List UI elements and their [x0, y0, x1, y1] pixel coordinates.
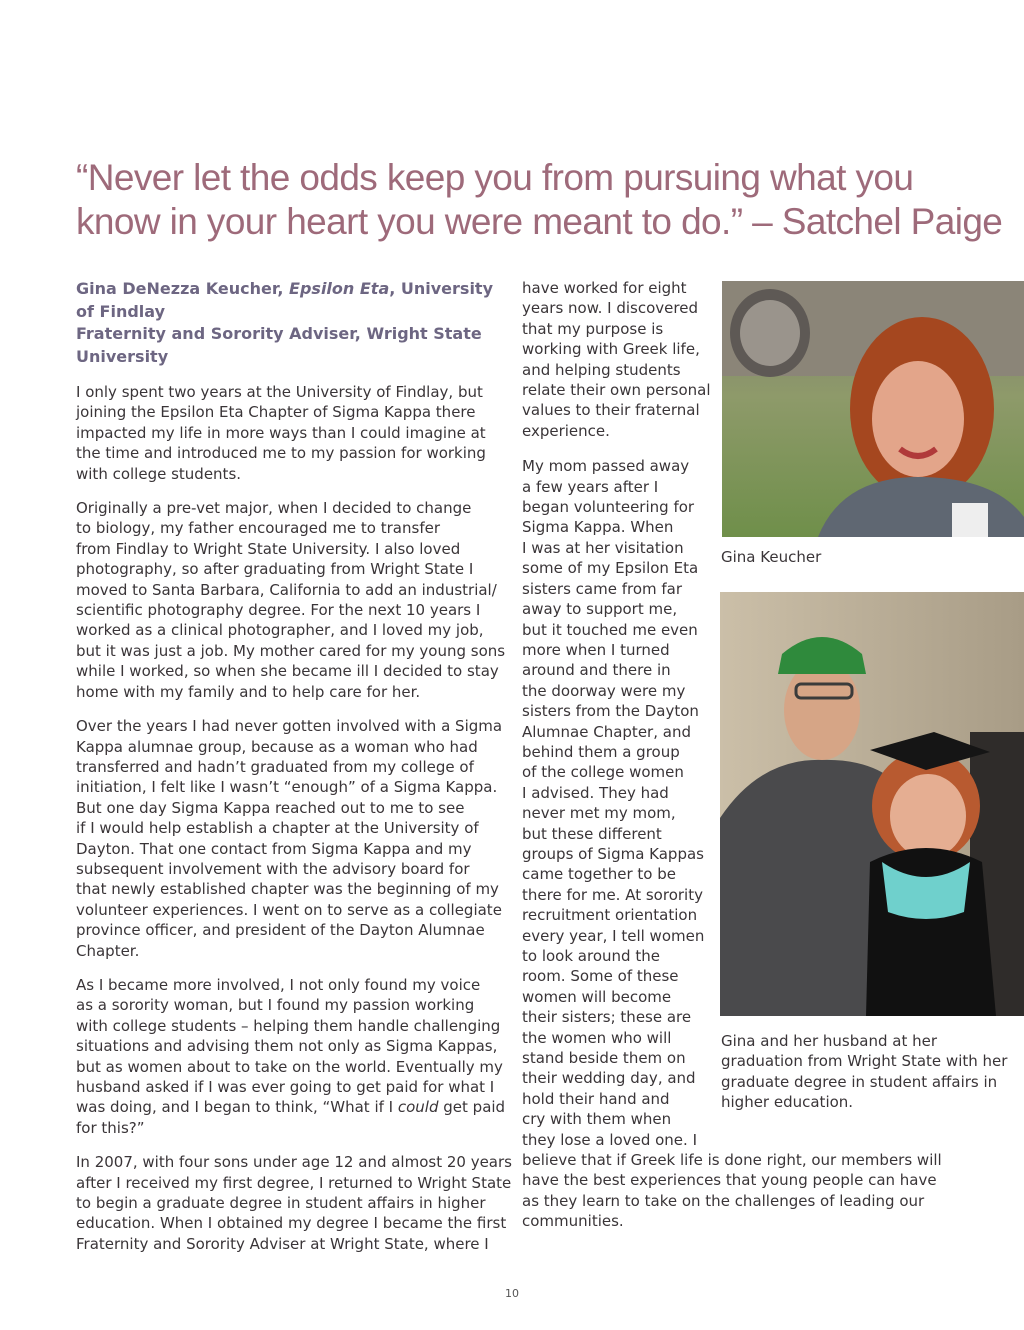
left-paragraphs	[76, 382, 506, 961]
text-line: a few years after I	[522, 477, 659, 496]
text-line: never met my mom,	[522, 804, 676, 823]
author-chapter: Epsilon Eta	[289, 279, 390, 298]
text-line: there for me. At sorority	[522, 885, 703, 904]
text-line: of the college women	[522, 763, 684, 782]
text-line: transferred and hadn’t graduated from my college of	[76, 757, 474, 776]
text-line: subsequent involvement with the advisory board for	[76, 859, 470, 878]
photo-caption	[721, 1031, 1016, 1113]
text-line: but it was just a job. My mother cared for my young sons	[76, 641, 506, 660]
text-line: Originally a pre-vet major, when I decided to change	[76, 499, 472, 518]
body-paragraph	[76, 1152, 512, 1254]
text-line: home with my family and to help care for her.	[76, 682, 421, 701]
text-line: that my purpose is	[522, 319, 664, 338]
text-line: But one day Sigma Kappa reached out to me to see	[76, 798, 465, 817]
text-line: moved to Santa Barbara, California to add an industrial/	[76, 580, 497, 599]
text-line: have worked for eight	[522, 279, 687, 297]
text-line: room. Some of these	[522, 967, 679, 986]
text-line: husband asked if I was ever going to get paid for what I	[76, 1078, 495, 1096]
text-line: began volunteering for	[522, 498, 695, 517]
text-line: cry with them when	[522, 1110, 672, 1129]
text-line: sisters from the Dayton	[522, 702, 699, 721]
text-line: every year, I tell women	[522, 926, 705, 945]
text-line: worked as a clinical photographer, and I loved my job,	[76, 621, 484, 640]
text-line: scientific photography degree. For the next 10 years I	[76, 601, 481, 620]
author-role: Fraternity and Sorority Adviser, Wright State	[76, 324, 482, 343]
text-line: values to their fraternal	[522, 401, 700, 420]
text-line: education. When I obtained my degree I became the first	[76, 1214, 507, 1233]
author-school: of Findlay	[76, 301, 165, 321]
text-line: to biology, my father encouraged me to transfer	[76, 519, 440, 538]
text-line: to look around the	[522, 947, 660, 965]
text-line: I advised. They had	[522, 783, 669, 802]
text-line: I was at her visitation	[522, 538, 684, 557]
text-line: the women who will	[522, 1028, 672, 1047]
text-line: graduate degree in student affairs in	[721, 1072, 998, 1091]
text-line: As I became more involved, I not only found my voice	[76, 975, 481, 994]
text-line: more when I turned	[522, 640, 670, 659]
text-line: was doing, and I began to think, “What if I could get paid	[76, 1098, 506, 1117]
body-paragraph	[76, 382, 500, 484]
text-line: came together to be	[522, 865, 676, 884]
author-byline	[76, 278, 500, 368]
text-line: after I received my first degree, I returned to Wright State	[76, 1173, 512, 1192]
text-line: but as women about to take on the world. Eventually my	[76, 1057, 503, 1076]
text-line: that newly established chapter was the beginning of my	[76, 880, 499, 899]
text-line: province officer, and president of the Dayton Alumnae	[76, 921, 485, 940]
text-line: groups of Sigma Kappas	[522, 844, 704, 863]
text-line: joining the Epsilon Eta Chapter of Sigma Kappa there	[76, 403, 476, 422]
text-line: from Findlay to Wright State University. I also loved	[76, 539, 461, 558]
text-line: recruitment orientation	[522, 906, 698, 925]
text-line: while I worked, so when she became ill I decided to stay	[76, 662, 499, 681]
text-line: but these different	[522, 824, 662, 843]
graduation-photo	[720, 592, 1024, 1016]
text-line: impacted my life in more ways than I could imagine at	[76, 423, 486, 442]
text-line: with college students – helping them handle challenging	[76, 1016, 501, 1035]
text-line: Alumnae Chapter, and	[522, 722, 691, 741]
left-column	[76, 278, 512, 1268]
text-line: away to support me,	[522, 600, 678, 619]
text-line: stand beside them on	[522, 1049, 686, 1068]
text-line: sisters came from far	[522, 579, 683, 598]
author-name: Gina DeNezza Keucher,	[76, 279, 284, 298]
text-line: hold their hand and	[522, 1089, 670, 1108]
text-line: Dayton. That one contact from Sigma Kappa and my	[76, 839, 472, 858]
text-line: My mom passed away	[522, 457, 690, 476]
text-line: Kappa alumnae group, because as a woman who had	[76, 737, 478, 756]
text-line: around and there in	[522, 661, 671, 680]
photo-caption: Gina Keucher	[721, 548, 822, 566]
body-paragraph	[76, 716, 503, 961]
text-line: volunteer experiences. I went on to serve as a collegiate	[76, 900, 502, 919]
text-line: but it touched me even	[522, 620, 698, 639]
text-line: as a sorority woman, but I found my passion working	[76, 996, 475, 1015]
text-line: the doorway were my	[522, 681, 686, 700]
text-line: relate their own personal	[522, 381, 711, 400]
emphasis-text: could	[397, 1098, 439, 1117]
text-line: their sisters; these are	[522, 1008, 692, 1027]
text-line: Sigma Kappa. When	[522, 518, 674, 537]
text-line: graduation from Wright State with her	[721, 1052, 1008, 1071]
body-paragraph	[76, 498, 506, 702]
text-line: women will become	[522, 987, 672, 1006]
text-line: as they learn to take on the challenges of leading our	[522, 1191, 925, 1210]
author-role: University	[76, 346, 169, 366]
text-line: experience.	[522, 421, 610, 440]
text-line: have the best experiences that young people can have	[522, 1171, 937, 1190]
text-line: Chapter.	[76, 941, 140, 960]
text-line: photography, so after graduating from Wright State I	[76, 560, 474, 579]
pull-quote-line: “Never let the odds keep you from pursuing what you	[76, 157, 914, 198]
text-line: I only spent two years at the University of Findlay, but	[76, 383, 483, 401]
portrait-photo	[722, 281, 1024, 537]
text-line: believe that if Greek life is done right, our members will	[522, 1151, 942, 1170]
pull-quote	[76, 156, 1006, 244]
page-number: 10	[505, 1287, 519, 1300]
text-line: to begin a graduate degree in student affairs in higher	[76, 1194, 486, 1213]
text-line: some of my Epsilon Eta	[522, 559, 699, 578]
body-paragraph	[76, 975, 506, 1138]
text-line: Fraternity and Sorority Adviser at Wright State, where I	[76, 1234, 489, 1253]
text-line: Over the years I had never gotten involved with a Sigma	[76, 717, 503, 736]
text-line: years now. I discovered	[522, 299, 698, 318]
text-line: initiation, I felt like I wasn’t “enough” of a Sigma Kappa.	[76, 778, 498, 797]
text-line: higher education.	[721, 1093, 854, 1112]
text-line: working with Greek life,	[522, 340, 700, 359]
text-line: behind them a group	[522, 742, 680, 761]
text-line: Gina and her husband at her	[721, 1032, 937, 1050]
pull-quote-line: know in your heart you were meant to do.” – Satchel Paige	[76, 201, 1003, 242]
text-line: if I would help establish a chapter at the University of	[76, 819, 479, 838]
text-line: In 2007, with four sons under age 12 and almost 20 years	[76, 1153, 512, 1172]
text-line: for this?”	[76, 1118, 145, 1137]
text-line: communities.	[522, 1212, 624, 1231]
text-line: their wedding day, and	[522, 1069, 696, 1088]
author-school: , University	[389, 279, 494, 298]
text-line: and helping students	[522, 360, 681, 379]
text-line: they lose a loved one. I	[522, 1130, 697, 1149]
text-line: with college students.	[76, 464, 242, 483]
text-line: situations and advising them not only as Sigma Kappas,	[76, 1037, 498, 1056]
text-line: the time and introduced me to my passion for working	[76, 444, 486, 463]
